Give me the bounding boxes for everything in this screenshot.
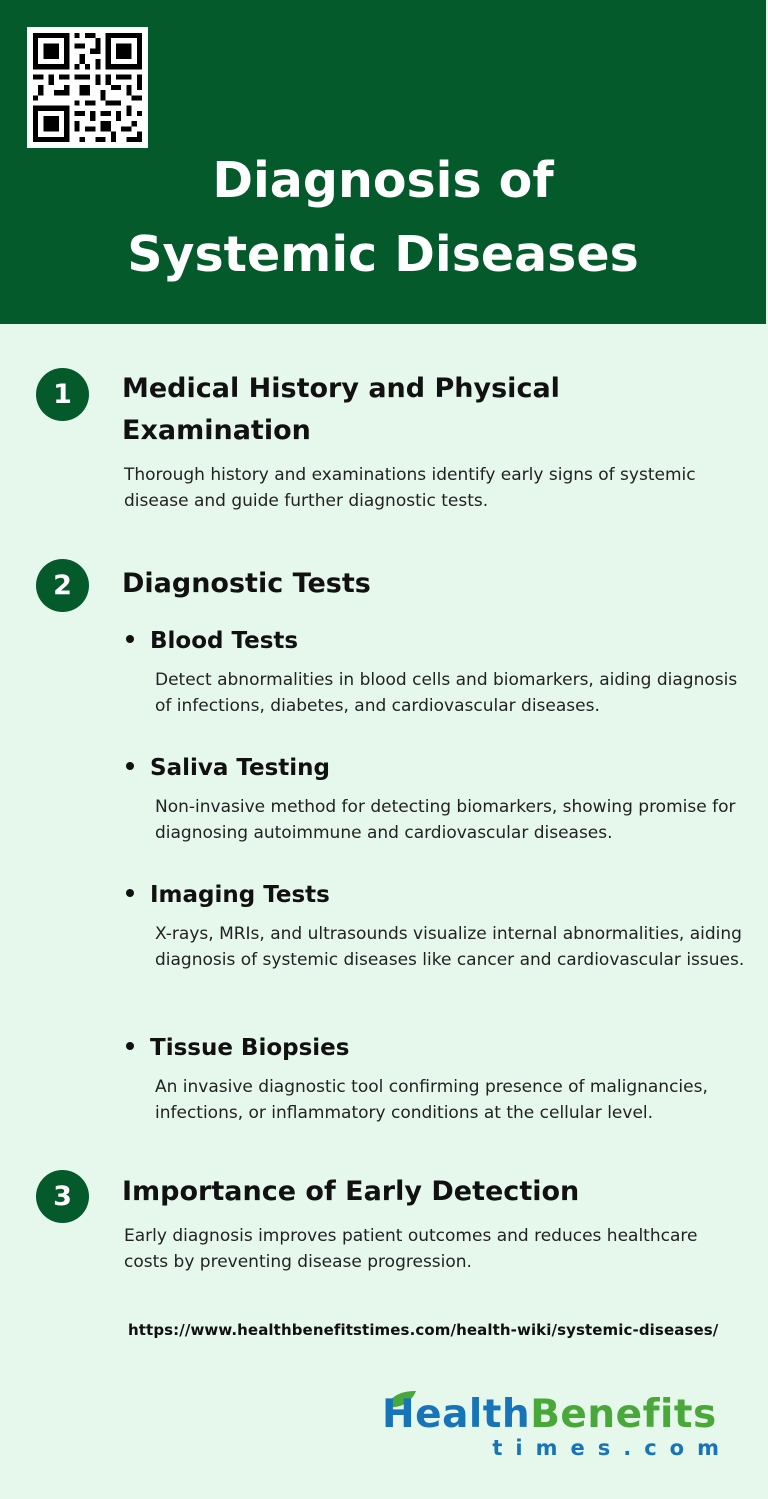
subsection-title-blood-tests: Blood Tests: [150, 628, 299, 654]
subsection-heading: [126, 1033, 686, 1063]
section-number-3: 3: [36, 1170, 89, 1223]
subsection-text-tissue-biopsies: An invasive diagnostic tool confirming presence of malignancies, infections, or inflammatory conditions at the cellular level.: [155, 1077, 708, 1123]
page-title-line-1: Diagnosis of: [212, 152, 554, 209]
page-title: [0, 144, 766, 292]
bullet-icon: [126, 889, 134, 897]
section-text-1: Thorough history and examinations identify early signs of systemic disease and guide further diagnostic tests.: [124, 465, 696, 511]
subsection-heading: [126, 626, 686, 656]
header-banner: [0, 0, 766, 324]
qr-code-icon: [33, 33, 142, 142]
logo-health-text: Health: [382, 1392, 531, 1437]
section-text-3: Early diagnosis improves patient outcomes and reduces healthcare costs by preventing disease progression.: [124, 1226, 698, 1272]
page-title-line-2: Systemic Diseases: [127, 226, 639, 283]
section-heading-2: Diagnostic Tests: [122, 568, 371, 599]
logo-wordmark: [382, 1393, 717, 1437]
source-url-link[interactable]: https://www.healthbenefitstimes.com/health-wiki/systemic-diseases/: [128, 1321, 719, 1339]
section-number-2: 2: [36, 559, 89, 612]
section-heading-3: Importance of Early Detection: [122, 1176, 580, 1207]
section-number-1: 1: [36, 368, 89, 421]
section-heading-1: Medical History and Physical Examination: [122, 373, 560, 446]
subsection-text-saliva-testing: Non-invasive method for detecting biomarkers, showing promise for diagnosing autoimmune and cardiovascular diseases.: [155, 797, 736, 843]
brand-logo[interactable]: [382, 1393, 732, 1463]
logo-subtext: times.com: [492, 1436, 732, 1460]
qr-code[interactable]: [27, 27, 148, 148]
logo-benefits-text: Benefits: [530, 1392, 717, 1437]
subsection-text-blood-tests: Detect abnormalities in blood cells and biomarkers, aiding diagnosis of infections, diabetes, and cardiovascular diseases.: [155, 670, 738, 716]
bullet-icon: [126, 1042, 134, 1050]
subsection-heading: [126, 880, 686, 910]
bullet-icon: [126, 635, 134, 643]
bullet-icon: [126, 762, 134, 770]
subsection-title-imaging-tests: Imaging Tests: [150, 882, 330, 908]
subsection-title-tissue-biopsies: Tissue Biopsies: [150, 1035, 350, 1061]
subsection-title-saliva-testing: Saliva Testing: [150, 755, 331, 781]
subsection-heading: [126, 753, 686, 783]
subsection-text-imaging-tests: X-rays, MRIs, and ultrasounds visualize internal abnormalities, aiding diagnosis of systemic diseases like cancer and cardiovascular issues.: [155, 924, 745, 970]
